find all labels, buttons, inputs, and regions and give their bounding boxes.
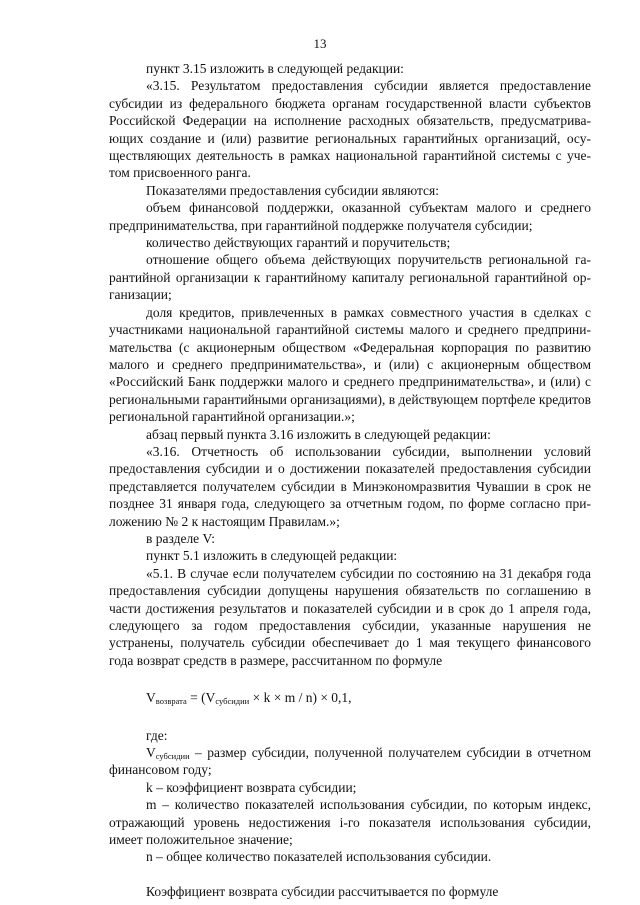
paragraph: «3.16. Отчетность об использовании субсидии, выполнении условий предоставления субсидии и о достижении показателей предоставления субсидии представляется получателем субсидии в Минэкономразвития Чувашии в срок не позднее 31 января года, следующего за отчетным годом, по форме согласно приложению № 2 к настоящим Правилам.»; [109,443,591,529]
document-body [109,60,591,900]
definition-k: k – коэффициент возврата субсидии; [146,779,357,795]
definition-m: m – количество показателей использования субсидии, по которым индекс, отражающий уровень недостижения i-го показателя использования субсидии, имеет положительное значение; [109,797,591,848]
paragraph: «5.1. В случае если получателем субсидии по состоянию на 31 декабря года предоставления субсидии допущены нарушения обязательств по соглашению в части достижения результатов и показателей субсидии и в срок до 1 апреля года, следующего за годом предоставления субсидии, указанные нарушения не устранены, получатель субсидии обеспечивает до 1 мая текущего финансового года возврат средств в размере, рассчитанном по формуле [109,565,591,668]
paragraph: пункт 5.1 изложить в следующей редакции: [146,548,398,564]
paragraph: доля кредитов, привлеченных в рамках совместного участия в сделках с участниками национальной гарантийной системы малого и среднего предпринимательства (с акционерным обществом «Федеральная корпорация по развитию малого и среднего предпринимательства», и (или) с акционерным обществом «Российский Банк поддержки малого и среднего предпринимательства», и (или) с региональными гарантийными организациями), в действующем портфеле кредитов региональной гарантийной организации.»; [109,304,591,425]
definition-v-subsidy [109,744,591,779]
definition-subscript: субсидии [155,751,190,762]
definition-text: – размер субсидии, полученной получателем субсидии в отчетном финансовом году; [109,745,591,778]
definition-n: n – общее количество показателей использования субсидии. [146,849,492,865]
refund-formula [109,689,591,706]
paragraph: в разделе V: [146,530,216,546]
definition-symbol: V [146,745,156,761]
formula-rhs-subscript: субсидии [215,696,250,707]
amendment-text-block [109,60,591,669]
paragraph: абзац первый пункта 3.16 изложить в следующей редакции: [146,426,491,442]
paragraph: объем финансовой поддержки, оказанной субъектам малого и среднего предпринимательства, при гарантийной поддержке получателя субсидии; [109,200,591,233]
page-number: 13 [313,36,327,51]
formula-equals-part: = (V [186,690,216,706]
formula-rest: × k × m / n) × 0,1, [249,690,352,706]
formula-lhs-subscript: возврата [155,696,187,707]
closing-paragraph: Коэффициент возврата субсидии рассчитывается по формуле [146,883,499,899]
paragraph: «3.15. Результатом предоставления субсидии является предоставление субсидии из федерального бюджета органам государственной власти субъектов Российской Федерации на исполнение расходных обязательств, предусматривающих создание и (или) развитие региональных гарантийных организаций, осуществляющих деятельность в рамках национальной гарантийной системы с учетом присвоенного ранга. [109,78,591,181]
paragraph: отношение общего объема действующих поручительств региональной гарантийной организации к гарантийному капиталу региональной гарантийной организации; [109,252,591,303]
where-label: где: [146,727,168,743]
paragraph: пункт 3.15 изложить в следующей редакции: [146,61,404,76]
paragraph: количество действующих гарантий и поручительств; [146,235,451,251]
paragraph: Показателями предоставления субсидии являются: [146,182,439,198]
formula-lhs-symbol: V [146,690,156,706]
